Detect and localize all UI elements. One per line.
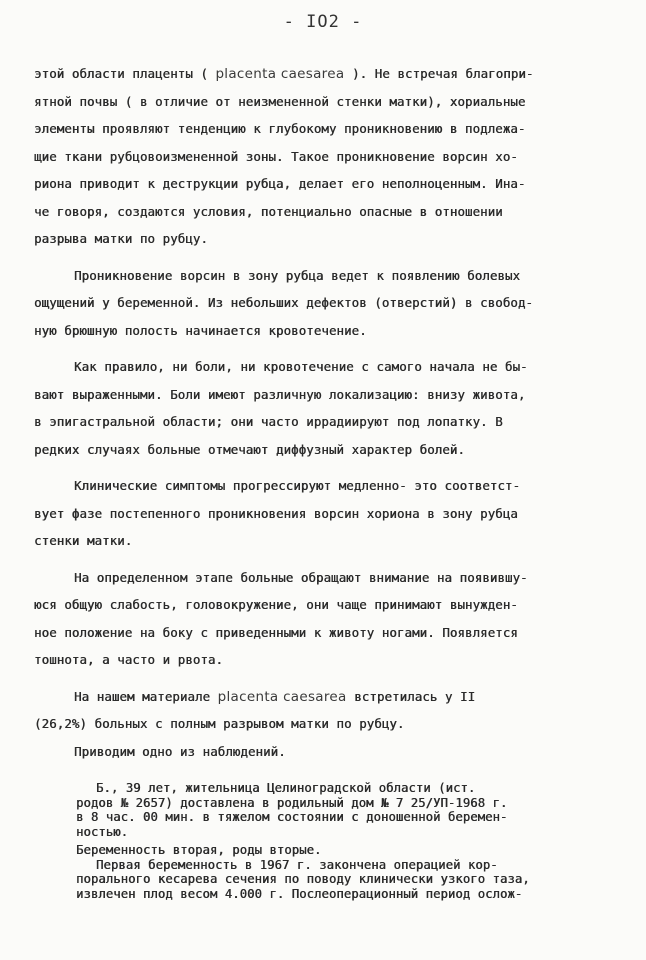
text-line: в эпигастральной области; они часто иррадиируют под лопатку. В [34, 414, 503, 429]
case-line: извлечен плод весом 4.000 г. Послеоперационный период ослож- [76, 886, 523, 901]
document-body [34, 60, 614, 901]
case-line: Первая беременность в 1967 г. закончена операцией кор- [96, 857, 498, 872]
text-line: юся общую слабость, головокружение, они чаще принимают вынужден- [34, 597, 518, 612]
text-line: На определенном этапе больные обращают внимание на появившу- [74, 569, 528, 585]
case-line: в 8 час. 00 мин. в тяжелом состоянии с доношенной беремен- [76, 810, 508, 824]
text-line: ощущений у беременной. Из небольших дефектов (отверстий) в свобод- [34, 295, 533, 310]
page-number: - IO2 - [283, 12, 363, 32]
text-line: (26,2%) больных с полным разрывом матки по рубцу. [34, 716, 405, 731]
text-line: редких случаях больные отмечают диффузный характер болей. [34, 441, 465, 457]
case-line: порального кесарева сечения по поводу клинически узкого таза, [76, 872, 530, 886]
text-line: ятной почвы ( в отличие от неизмененной стенки матки), хориальные [34, 93, 526, 109]
text-line: стенки матки. [34, 533, 133, 548]
text-line: разрыва матки по рубцу. [34, 231, 208, 246]
text-line: тошнота, а часто и рвота. [34, 652, 223, 667]
text-line: На нашем материале placenta caesarea встретилась у II [74, 688, 476, 705]
text-line: ную брюшную полость начинается кровотечение. [34, 322, 367, 338]
text-line: элементы проявляют тенденцию к глубокому проникновению в подлежа- [34, 121, 526, 136]
text-line: че говоря, создаются условия, потенциально опасные в отношении [34, 203, 503, 219]
text-line: Приводим одно из наблюдений. [74, 743, 286, 759]
text-line: Как правило, ни боли, ни кровотечение с самого начала не бы- [74, 359, 528, 374]
handwritten-latin-term: placenta caesarea [217, 688, 347, 705]
text-line: ное положение на боку с приведенными к животу ногами. Появляется [34, 624, 518, 640]
case-line: родов № 2657) доставлена в родильный дом № 7 25/УП-1968 г. [76, 795, 508, 810]
text-line: Проникновение ворсин в зону рубца ведет к появлению болевых [74, 267, 521, 283]
text-line: щие ткани рубцовоизмененной зоны. Такое проникновение ворсин хо- [34, 148, 518, 164]
text-line: этой области плаценты ( placenta caesarea ). Не встречая благопри- [34, 66, 534, 82]
case-line: ностью. [76, 824, 129, 839]
handwritten-latin-term: placenta caesarea [215, 66, 345, 82]
case-line: Беременность вторая, роды вторые. [76, 843, 322, 857]
text-line: риона приводит к деструкции рубца, делает его неполноценным. Ина- [34, 176, 526, 191]
case-line: Б., 39 лет, жительница Целиноградской области (ист. [96, 781, 476, 795]
text-line: Клинические симптомы прогрессируют медленно- это соответст- [74, 478, 521, 493]
text-line: вует фазе постепенного проникновения ворсин хориона в зону рубца [34, 505, 518, 521]
text-line: вают выраженными. Боли имеют различную локализацию: внизу живота, [34, 386, 526, 402]
case-report [34, 781, 614, 901]
